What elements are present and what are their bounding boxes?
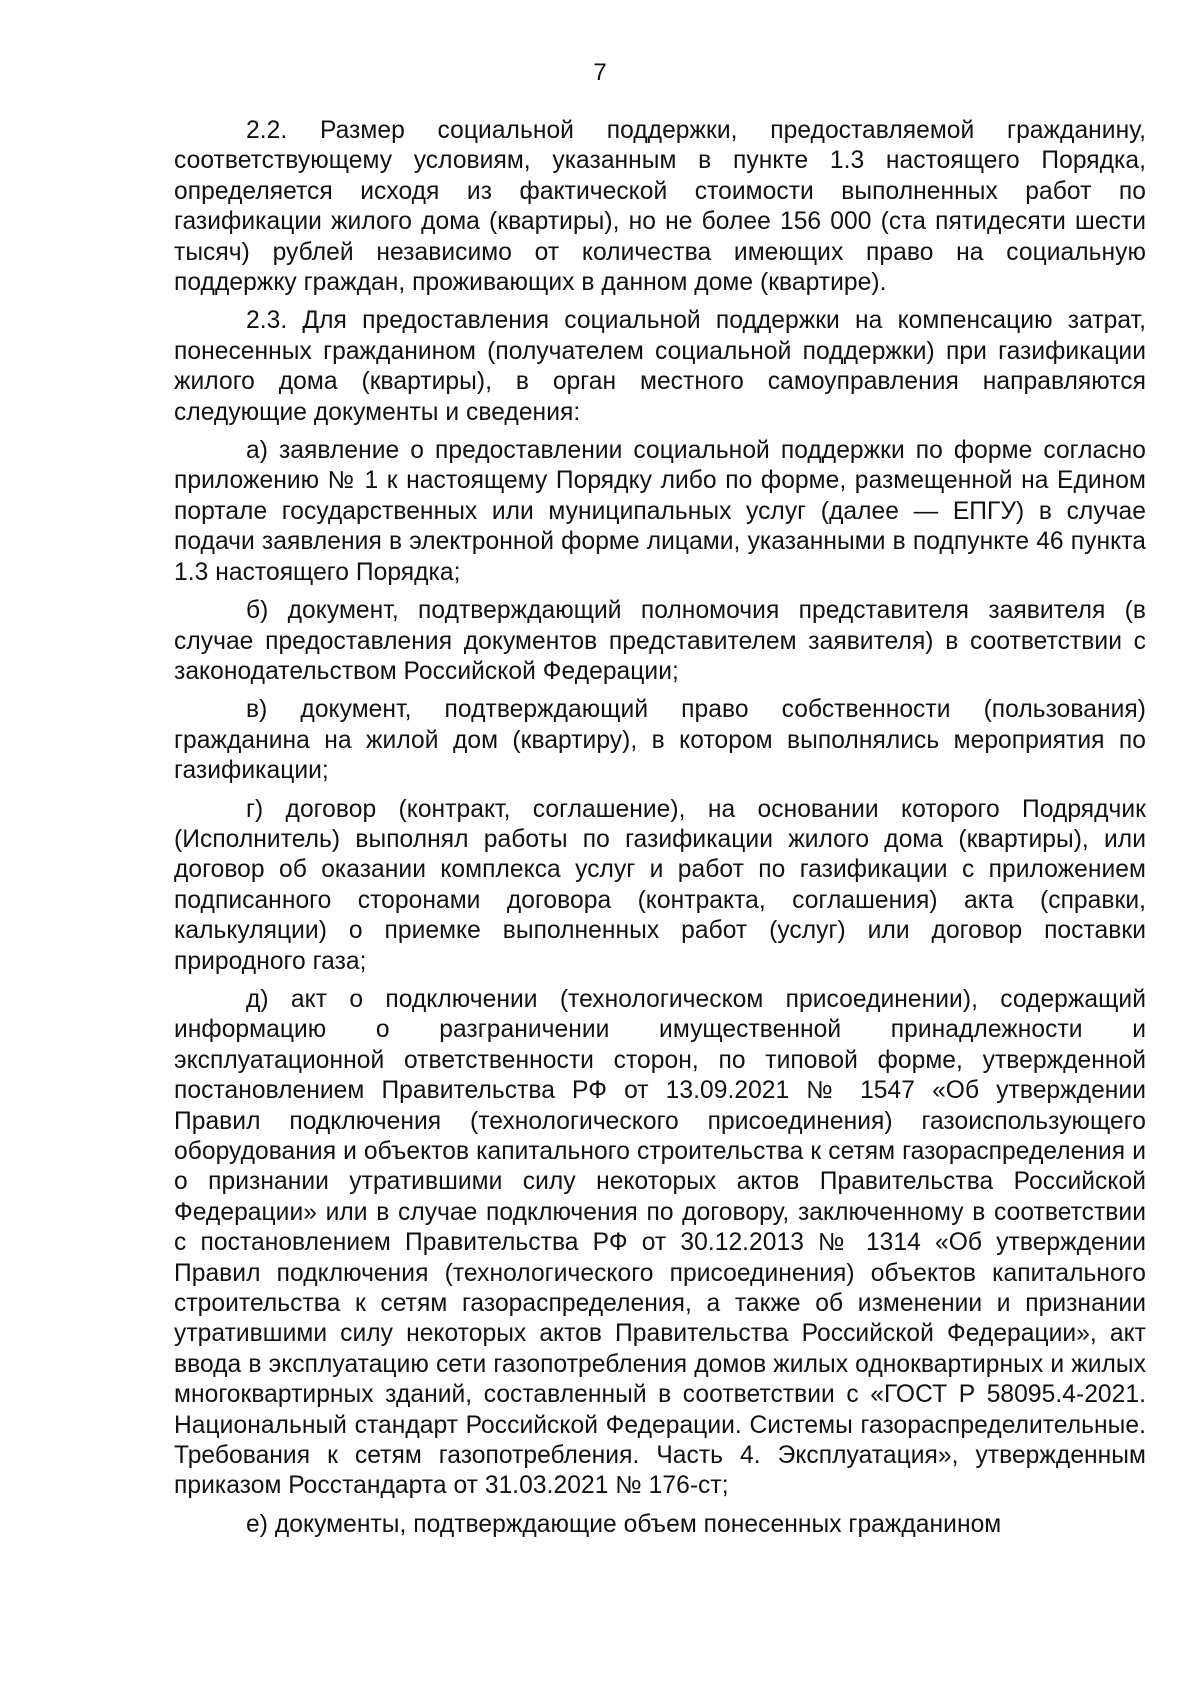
list-item-d: д) акт о подключении (технологическом присоединении), содержащий информацию о разграничении имущественной принадлежности и эксплуатационной ответственности сторон, по типовой форме, утвержденной постановлением Правительства РФ от 13.09.2021 № 1547 «Об утверждении Правил подключения (технологического присоединения) газоиспользующего оборудования и объектов капитального строительства к сетям газораспределения и о признании утратившими силу некоторых актов Правительства Российской Федерации» или в случае подключения по договору, заключенному в соответствии с постановлением Правительства РФ от 30.12.2013 № 1314 «Об утверждении Правил подключения (технологического присоединения) объектов капитального строительства к сетям газораспределения, а также об изменении и признании утратившими силу некоторых актов Правительства Российской Федерации», акт ввода в эксплуатацию сети газопотребления домов жилых одноквартирных и жилых многоквартирных зданий, составленный в соответствии с «ГОСТ Р 58095.4-2021. Национальный стандарт Российской Федерации. Системы газораспределительные. Требования к сетям газопотребления. Часть 4. Эксплуатация», утвержденным приказом Росстандарта от 31.03.2021 № 176-ст; — [174, 985, 1146, 1500]
list-item-b: б) документ, подтверждающий полномочия представителя заявителя (в случае предоставления документов представителем заявителя) в соответствии с законодательством Российской Федерации; — [174, 597, 1146, 685]
document-body — [174, 116, 1146, 1548]
paragraph-2-3: 2.3. Для предоставления социальной поддержки на компенсацию затрат, понесенных гражданином (получателем социальной поддержки) при газификации жилого дома (квартиры), в орган местного самоуправления направляются следующие документы и сведения: — [174, 307, 1146, 426]
list-item-v: в) документ, подтверждающий право собственности (пользования) гражданина на жилой дом (квартиру), в котором выполнялись мероприятия по газификации; — [174, 696, 1146, 785]
paragraph-2-2: 2.2. Размер социальной поддержки, предоставляемой гражданину, соответствующему условиям, указанным в пункте 1.3 настоящего Порядка, определяется исходя из фактической стоимости выполненных работ по газификации жилого дома (квартиры), но не более 156 000 (ста пятидесяти шести тысяч) рублей независимо от количества имеющих право на социальную поддержку граждан, проживающих в данном доме (квартире). — [174, 117, 1146, 297]
list-item-g: г) договор (контракт, соглашение), на основании которого Подрядчик (Исполнитель) выполнял работы по газификации жилого дома (квартиры), или договор об оказании комплекса услуг и работ по газификации с приложением подписанного сторонами договора (контракта, соглашения) акта (справки, калькуляции) о приемке выполненных работ (услуг) или договор поставки природного газа; — [174, 795, 1146, 975]
page-number: 7 — [593, 59, 607, 86]
list-item-e: е) документы, подтверждающие объем понесенных гражданином — [246, 1510, 1002, 1538]
list-item-a: а) заявление о предоставлении социальной поддержки по форме согласно приложению № 1 к настоящему Порядку либо по форме, размещенной на Едином портале государственных или муниципальных услуг (далее — ЕПГУ) в случае подачи заявления в электронной форме лицами, указанными в подпункте 46 пункта 1.3 настоящего Порядка; — [174, 437, 1146, 586]
